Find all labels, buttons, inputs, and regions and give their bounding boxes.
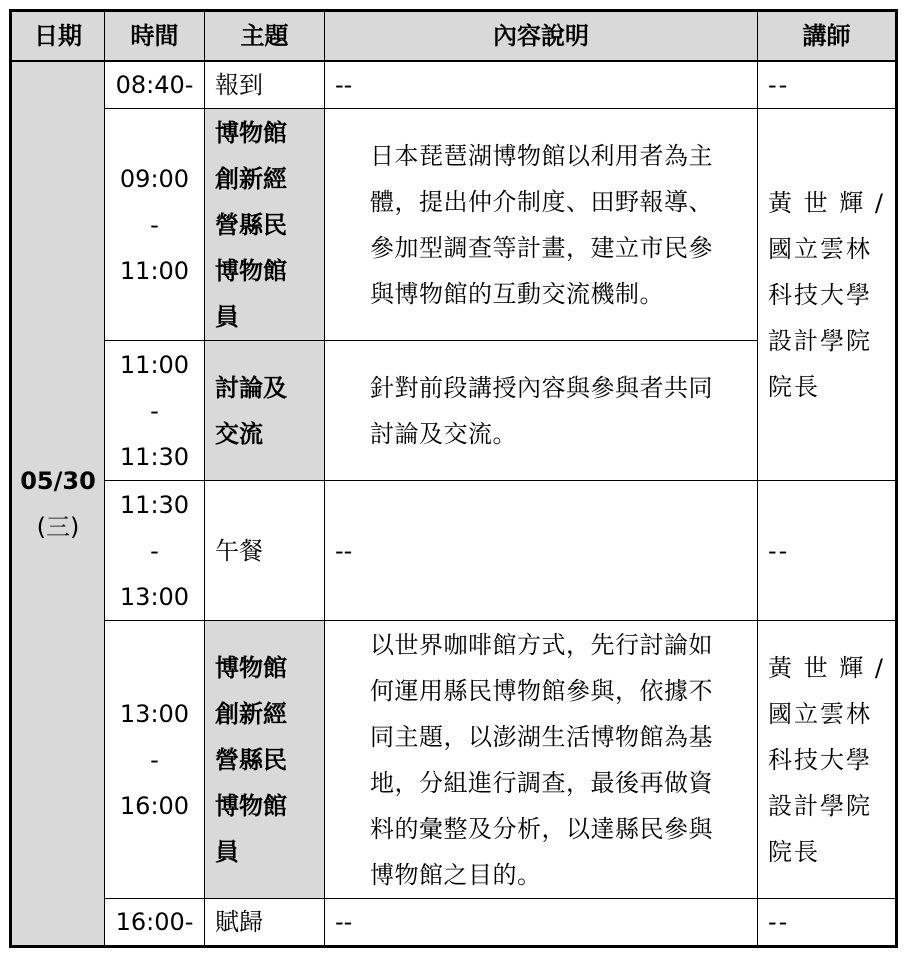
topic-text: 賦歸 (215, 908, 263, 936)
topic-text: 創新經 (215, 699, 287, 728)
content-cell (325, 621, 758, 899)
table-row (11, 481, 897, 621)
time-text: 09:00 (119, 164, 190, 193)
table-row (11, 61, 897, 109)
time-cell (105, 341, 205, 481)
lecturer-cell (758, 621, 897, 899)
time-text: - (150, 745, 159, 774)
content-text: 日本琵琶湖博物館以利用者為主 (370, 141, 713, 170)
lecturer-text: 國立雲林 (768, 699, 872, 728)
topic-text: 創新經 (215, 164, 287, 193)
content-text: -- (335, 908, 353, 936)
date-cell (11, 61, 105, 947)
topic-text: 討論及 (215, 373, 287, 402)
lecturer-cell (758, 899, 897, 947)
topic-text: 營縣民 (215, 210, 287, 239)
content-text: 何運用縣民博物館參與，依據不 (370, 676, 713, 705)
content-text: 針對前段講授內容與參與者共同 (370, 373, 713, 402)
header-lecturer: 講師 (758, 11, 897, 62)
content-text: 以世界咖啡館方式，先行討論如 (370, 630, 713, 659)
table-row (11, 109, 897, 341)
lecturer-cell (758, 481, 897, 621)
content-text: 與博物館的互動交流機制。 (370, 279, 664, 308)
lecturer-text: 院長 (768, 372, 820, 401)
date-weekday: (三) (36, 512, 80, 541)
content-cell (325, 481, 758, 621)
lecturer-text: 設計學院 (768, 326, 872, 355)
content-text: 地，分組進行調查，最後再做資 (370, 768, 713, 797)
time-text: - (150, 536, 159, 565)
content-text: 博物館之目的。 (370, 860, 542, 889)
topic-cell (205, 481, 325, 621)
lecturer-text: 科技大學 (768, 745, 872, 774)
time-text: 13:00 (119, 699, 190, 728)
content-text: 討論及交流。 (370, 419, 517, 448)
time-text: 11:30 (119, 442, 190, 471)
lecturer-text: 科技大學 (768, 280, 872, 309)
table-row (11, 899, 897, 947)
lecturer-text: -- (768, 71, 790, 99)
topic-text: 午餐 (215, 536, 263, 565)
content-text: 同主題，以澎湖生活博物館為基 (370, 722, 713, 751)
topic-text: 博物館 (215, 791, 287, 820)
content-cell (325, 109, 758, 341)
time-cell (105, 109, 205, 341)
content-cell (325, 899, 758, 947)
topic-text: 博物館 (215, 256, 287, 285)
topic-text: 員 (215, 837, 239, 866)
time-cell (105, 61, 205, 109)
lecturer-text: 黃 世 輝 / (768, 188, 885, 217)
content-text: 體，提出仲介制度、田野報導、 (370, 187, 713, 216)
header-topic: 主題 (205, 11, 325, 62)
topic-cell (205, 341, 325, 481)
topic-text: 員 (215, 302, 239, 331)
time-text: 08:40- (115, 71, 194, 99)
header-time: 時間 (105, 11, 205, 62)
time-cell (105, 481, 205, 621)
topic-text: 報到 (215, 71, 263, 99)
time-text: 11:00 (119, 350, 190, 379)
content-cell (325, 61, 758, 109)
topic-text: 營縣民 (215, 745, 287, 774)
topic-cell (205, 61, 325, 109)
time-text: 16:00- (115, 908, 194, 936)
lecturer-text: -- (768, 536, 790, 565)
topic-cell (205, 109, 325, 341)
time-cell (105, 621, 205, 899)
lecturer-text: 黃 世 輝 / (768, 653, 885, 682)
content-text: -- (335, 536, 353, 565)
time-cell (105, 899, 205, 947)
header-row (11, 11, 897, 62)
topic-text: 交流 (215, 419, 263, 448)
content-text: 料的彙整及分析，以達縣民參與 (370, 814, 713, 843)
lecturer-cell (758, 61, 897, 109)
header-content: 內容說明 (325, 11, 758, 62)
lecturer-text: 國立雲林 (768, 234, 872, 263)
content-text: 參加型調查等計畫，建立市民參 (370, 233, 713, 262)
lecturer-text: 設計學院 (768, 791, 872, 820)
lecturer-text: 院長 (768, 837, 820, 866)
time-text: 11:30 (119, 490, 190, 519)
content-text: -- (335, 71, 353, 99)
table-row (11, 621, 897, 899)
time-text: 11:00 (119, 256, 190, 285)
time-text: 16:00 (119, 791, 190, 820)
schedule-table (9, 9, 898, 948)
time-text: - (150, 396, 159, 425)
topic-cell (205, 621, 325, 899)
date-day: 05/30 (20, 466, 96, 495)
lecturer-cell (758, 109, 897, 481)
topic-text: 博物館 (215, 118, 287, 147)
topic-text: 博物館 (215, 653, 287, 682)
lecturer-text: -- (768, 908, 790, 936)
topic-cell (205, 899, 325, 947)
header-date: 日期 (11, 11, 105, 62)
time-text: - (150, 210, 159, 239)
time-text: 13:00 (119, 582, 190, 611)
content-cell (325, 341, 758, 481)
